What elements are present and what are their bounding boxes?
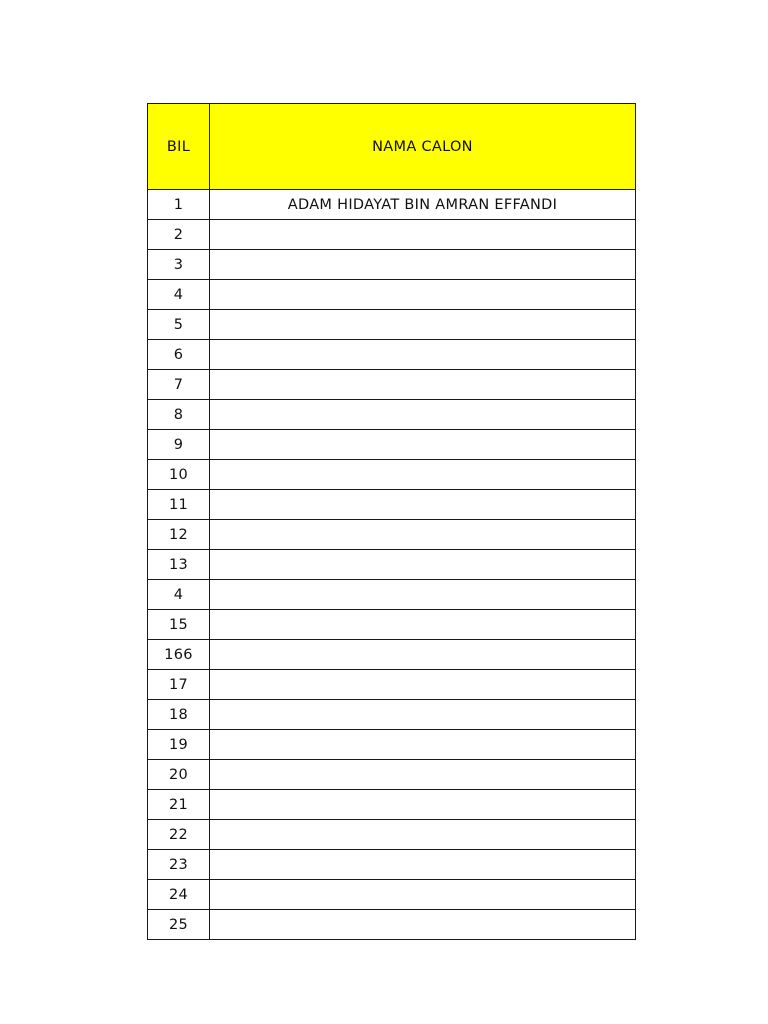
table-row (148, 910, 636, 940)
table-row (148, 760, 636, 790)
table-row (148, 880, 636, 910)
nama-calon-cell (210, 700, 636, 730)
table-row (148, 670, 636, 700)
table-row (148, 190, 636, 220)
table-body (148, 190, 636, 940)
table-row (148, 280, 636, 310)
bil-cell: 25 (148, 910, 210, 940)
nama-calon-cell: ADAM HIDAYAT BIN AMRAN EFFANDI (210, 190, 636, 220)
table-row (148, 580, 636, 610)
bil-cell: 17 (148, 670, 210, 700)
header-row (148, 104, 636, 190)
table-row (148, 430, 636, 460)
nama-calon-cell (210, 790, 636, 820)
nama-calon-cell (210, 280, 636, 310)
table-row (148, 700, 636, 730)
table-row (148, 250, 636, 280)
bil-cell: 4 (148, 580, 210, 610)
table-row (148, 820, 636, 850)
bil-cell: 12 (148, 520, 210, 550)
table-header (148, 104, 636, 190)
bil-cell: 15 (148, 610, 210, 640)
bil-cell: 24 (148, 880, 210, 910)
nama-calon-cell (210, 850, 636, 880)
nama-calon-cell (210, 460, 636, 490)
table-row (148, 340, 636, 370)
nama-calon-cell (210, 640, 636, 670)
table-row (148, 370, 636, 400)
header-bil: BIL (148, 104, 210, 190)
bil-cell: 11 (148, 490, 210, 520)
table-row (148, 490, 636, 520)
table-row (148, 460, 636, 490)
nama-calon-cell (210, 220, 636, 250)
table-row (148, 730, 636, 760)
nama-calon-cell (210, 400, 636, 430)
nama-calon-cell (210, 250, 636, 280)
bil-cell: 166 (148, 640, 210, 670)
bil-cell: 4 (148, 280, 210, 310)
table-row (148, 400, 636, 430)
nama-calon-cell (210, 520, 636, 550)
table-row (148, 220, 636, 250)
bil-cell: 20 (148, 760, 210, 790)
bil-cell: 18 (148, 700, 210, 730)
nama-calon-cell (210, 550, 636, 580)
bil-cell: 3 (148, 250, 210, 280)
bil-cell: 13 (148, 550, 210, 580)
table-row (148, 550, 636, 580)
nama-calon-cell (210, 310, 636, 340)
bil-cell: 21 (148, 790, 210, 820)
nama-calon-cell (210, 670, 636, 700)
nama-calon-cell (210, 730, 636, 760)
nama-calon-cell (210, 880, 636, 910)
nama-calon-cell (210, 910, 636, 940)
bil-cell: 22 (148, 820, 210, 850)
nama-calon-cell (210, 340, 636, 370)
table-row (148, 610, 636, 640)
header-nama-calon: NAMA CALON (210, 104, 636, 190)
table-row (148, 310, 636, 340)
bil-cell: 5 (148, 310, 210, 340)
table-row (148, 850, 636, 880)
nama-calon-cell (210, 370, 636, 400)
bil-cell: 19 (148, 730, 210, 760)
nama-calon-cell (210, 610, 636, 640)
nama-calon-cell (210, 430, 636, 460)
table-row (148, 520, 636, 550)
bil-cell: 2 (148, 220, 210, 250)
bil-cell: 8 (148, 400, 210, 430)
bil-cell: 10 (148, 460, 210, 490)
candidate-list-table (147, 103, 636, 940)
bil-cell: 23 (148, 850, 210, 880)
bil-cell: 9 (148, 430, 210, 460)
nama-calon-cell (210, 580, 636, 610)
bil-cell: 7 (148, 370, 210, 400)
bil-cell: 1 (148, 190, 210, 220)
nama-calon-cell (210, 760, 636, 790)
bil-cell: 6 (148, 340, 210, 370)
table-row (148, 790, 636, 820)
nama-calon-cell (210, 820, 636, 850)
table-row (148, 640, 636, 670)
nama-calon-cell (210, 490, 636, 520)
